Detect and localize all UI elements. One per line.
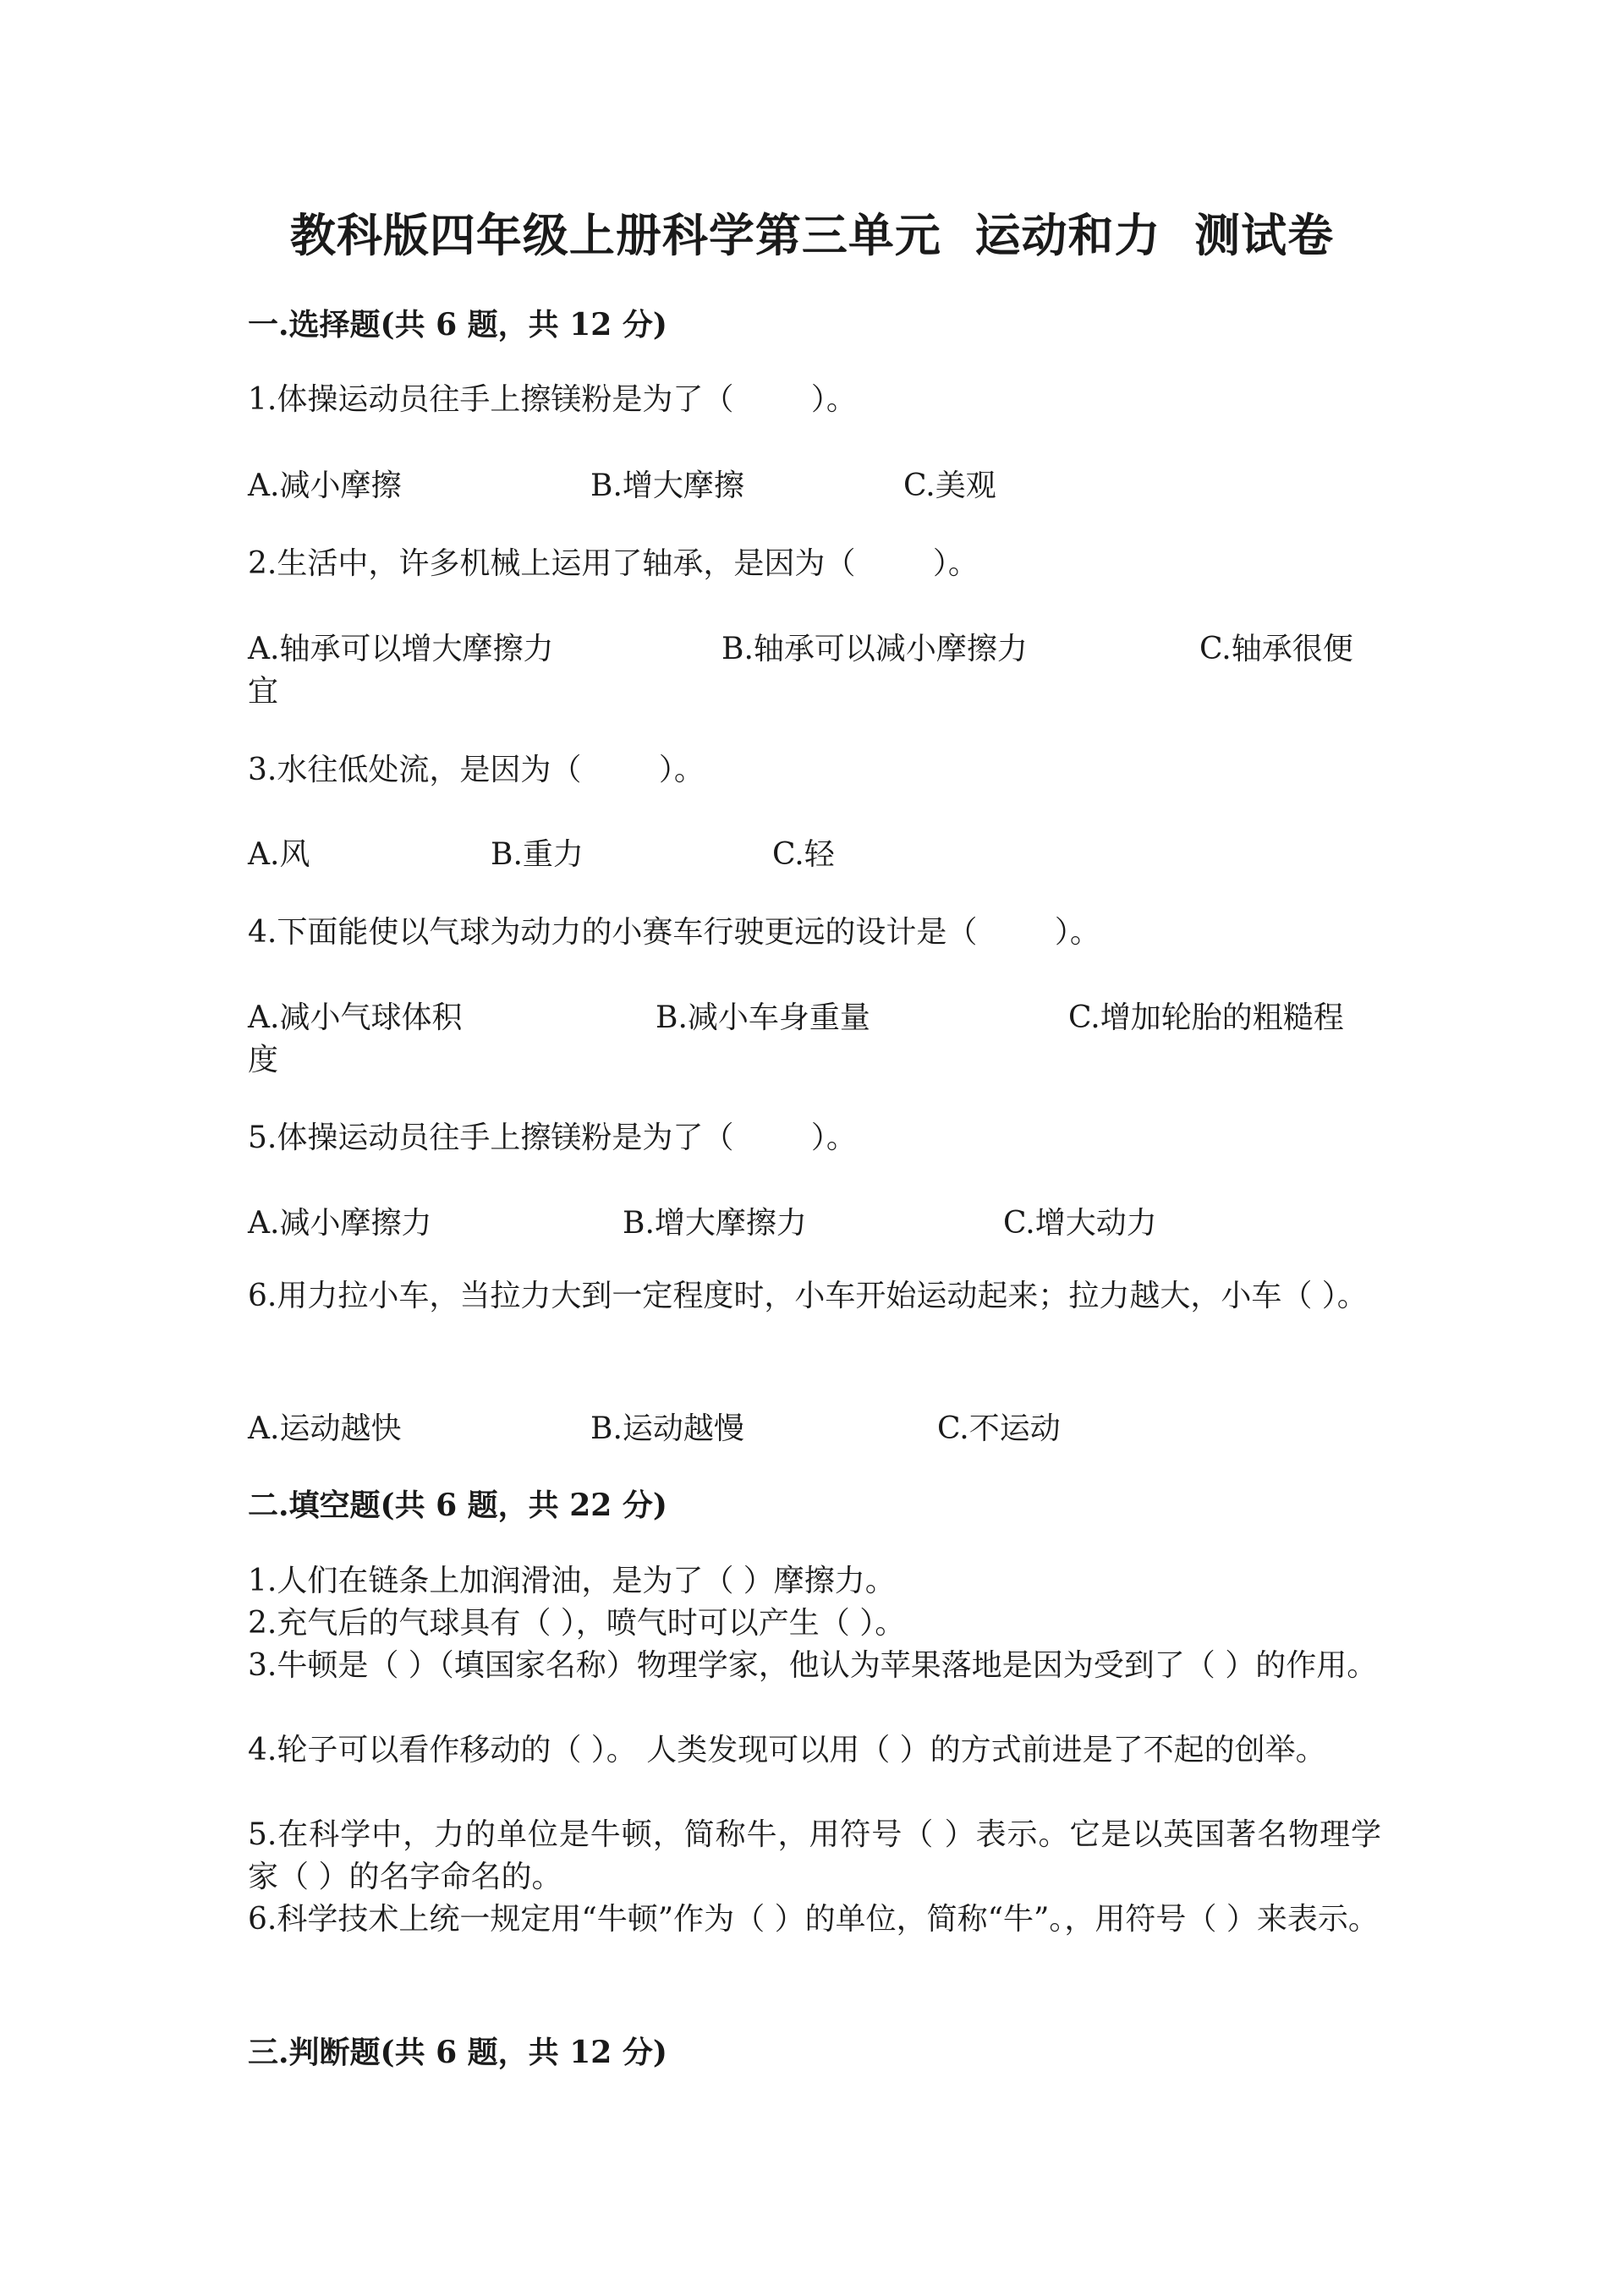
question-stem: 1.体操运动员往手上擦镁粉是为了（ ）。 — [248, 382, 857, 417]
option-c-wrap: 度 — [248, 1043, 279, 1077]
question-stem: 2.生活中，许多机械上运用了轴承，是因为（ ）。 — [248, 546, 979, 581]
option-c: C.轻 — [772, 837, 835, 872]
fill-question: 2.充气后的气球具有（ ），喷气时可以产生（ ）。 — [248, 1606, 906, 1641]
section-heading-choice: 一.选择题(共 6 题，共 12 分) — [248, 307, 667, 342]
fill-question: 5.在科学中，力的单位是牛顿，简称牛，用符号（ ）表示。它是以英国著名物理学家（ ）的名字命名的。 — [248, 1817, 1381, 1894]
option-b: B.减小车身重量 — [656, 1000, 870, 1035]
fill-question: 3.牛顿是（ ）（填国家名称）物理学家，他认为苹果落地是因为受到了（ ）的作用。 — [248, 1648, 1378, 1683]
question-stem: 4.下面能使以气球为动力的小赛车行驶更远的设计是（ ）。 — [248, 915, 1100, 950]
option-c: C.增大动力 — [1003, 1206, 1157, 1241]
section-heading-judge: 三.判断题(共 6 题，共 12 分) — [248, 2035, 667, 2070]
option-c: C.轴承很便 — [1199, 632, 1353, 666]
option-b: B.运动越慢 — [590, 1411, 744, 1446]
fill-question: 4.轮子可以看作移动的（ ）。 人类发现可以用（ ）的方式前进是了不起的创举。 — [248, 1733, 1326, 1767]
question-stem: 3.水往低处流，是因为（ ）。 — [248, 753, 705, 787]
option-b: B.轴承可以减小摩擦力 — [721, 632, 1028, 666]
option-c-wrap: 宜 — [248, 674, 279, 709]
option-b: B.重力 — [491, 837, 584, 872]
option-b: B.增大摩擦力 — [623, 1206, 807, 1241]
fill-question: 6.科学技术上统一规定用“牛顿”作为（ ）的单位，简称“牛”。，用符号（ ）来表示。 — [248, 1902, 1379, 1937]
page-title: 教科版四年级上册科学第三单元 运动和力 测试卷 — [289, 208, 1335, 262]
option-a: A.运动越快 — [248, 1411, 402, 1446]
option-c: C.美观 — [903, 469, 996, 503]
section-heading-fill: 二.填空题(共 6 题，共 22 分) — [248, 1488, 667, 1523]
option-b: B.增大摩擦 — [590, 469, 744, 503]
option-a: A.轴承可以增大摩擦力 — [248, 632, 554, 666]
question-stem: 5.体操运动员往手上擦镁粉是为了（ ）。 — [248, 1121, 857, 1155]
option-c: C.增加轮胎的粗糙程 — [1068, 1000, 1344, 1035]
option-a: A.减小摩擦力 — [248, 1206, 432, 1241]
fill-question: 1.人们在链条上加润滑油，是为了（ ）摩擦力。 — [248, 1564, 896, 1598]
option-a: A.风 — [248, 837, 310, 872]
option-a: A.减小摩擦 — [248, 469, 402, 503]
question-stem: 6.用力拉小车，当拉力大到一定程度时，小车开始运动起来；拉力越大，小车（ ）。 — [248, 1279, 1368, 1313]
option-c: C.不运动 — [937, 1411, 1061, 1446]
option-a: A.减小气球体积 — [248, 1000, 463, 1035]
